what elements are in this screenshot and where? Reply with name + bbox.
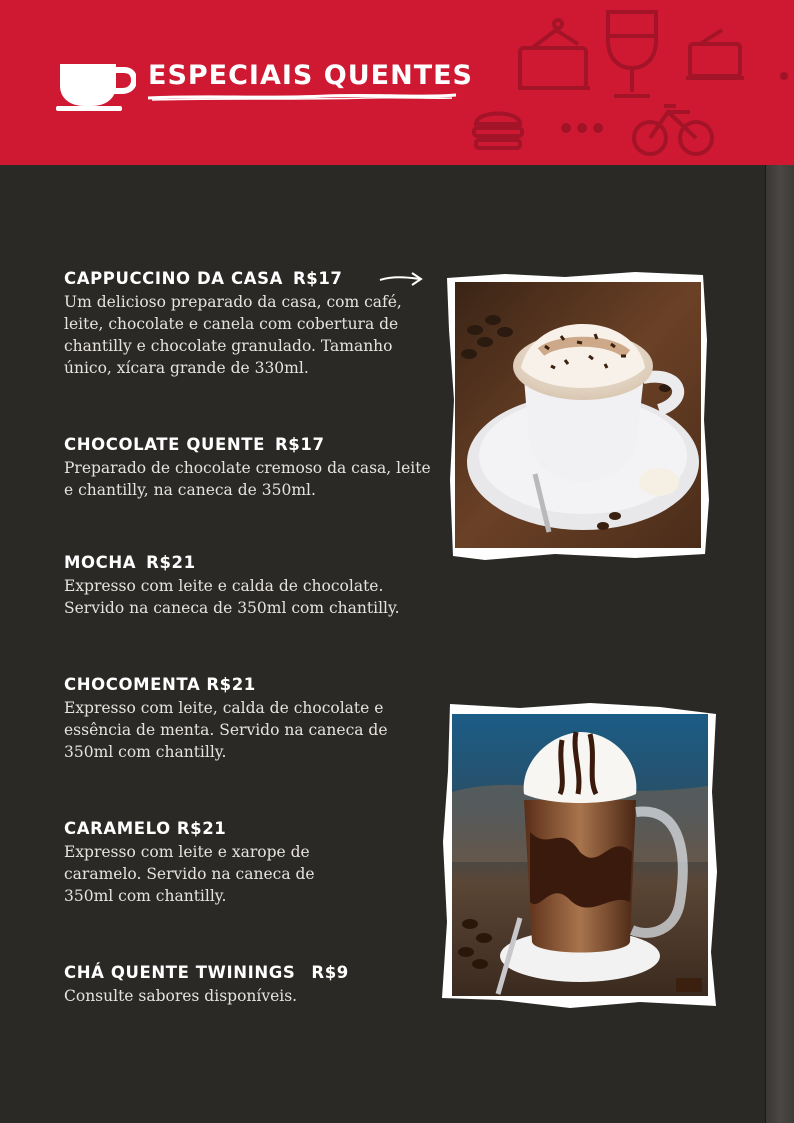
dots-icon <box>561 72 788 133</box>
mocha-glass-photo <box>440 702 720 1010</box>
item-price: R$9 <box>311 963 349 982</box>
item-name: CARAMELO <box>64 819 171 838</box>
arrow-right-icon <box>378 270 424 288</box>
item-description: Expresso com leite, calda de chocolate e essência de menta. Servido na caneca de 350ml com chantilly. <box>64 699 388 761</box>
menu-item-title <box>64 962 434 984</box>
item-description: Um delicioso preparado da casa, com café, leite, chocolate e canela com cobertura de chantilly e chocolate granulado. Tamanho único, xícara grande de 330ml. <box>64 293 402 377</box>
title-underline <box>146 92 458 102</box>
cake-slice-icon <box>686 30 744 78</box>
item-price: R$17 <box>292 269 343 288</box>
item-name: CHOCOMENTA <box>64 675 201 694</box>
item-price: R$21 <box>146 553 196 572</box>
item-description: Consulte sabores disponíveis. <box>64 987 298 1005</box>
menu-item-cha-quente <box>64 962 434 1007</box>
item-name: CHOCOLATE QUENTE <box>64 435 265 454</box>
menu-item-title <box>64 434 434 456</box>
item-name: CAPPUCCINO DA CASA <box>64 269 283 288</box>
item-description: Expresso com leite e xarope de caramelo. Servido na caneca de 350ml com chantilly. <box>64 843 315 905</box>
wine-glass-icon <box>608 12 656 96</box>
cake-icon <box>518 20 590 88</box>
item-price: R$21 <box>206 675 256 694</box>
page-edge-strip <box>765 165 794 1123</box>
item-description: Preparado de chocolate cremoso da casa, leite e chantilly, na caneca de 350ml. <box>64 459 431 499</box>
menu-item-chocomenta <box>64 674 434 763</box>
item-price: R$17 <box>275 435 325 454</box>
item-name: MOCHA <box>64 553 137 572</box>
item-price: R$21 <box>176 819 227 838</box>
decorative-icons <box>460 0 794 165</box>
burger-icon <box>474 114 522 149</box>
cappuccino-photo <box>445 270 711 562</box>
menu-item-chocolate-quente <box>64 434 434 501</box>
header-banner <box>0 0 794 165</box>
bicycle-icon <box>634 106 712 154</box>
menu-item-title <box>64 818 334 840</box>
coffee-cup-icon <box>56 60 136 112</box>
menu-item-caramelo <box>64 818 334 907</box>
menu-item-mocha <box>64 552 434 619</box>
menu-item-title <box>64 552 434 574</box>
item-name: CHÁ QUENTE TWININGS <box>64 963 296 982</box>
section-title: ESPECIAIS QUENTES <box>148 60 473 91</box>
item-description: Expresso com leite e calda de chocolate. Servido na caneca de 350ml com chantilly. <box>64 577 400 617</box>
menu-item-title <box>64 674 434 696</box>
